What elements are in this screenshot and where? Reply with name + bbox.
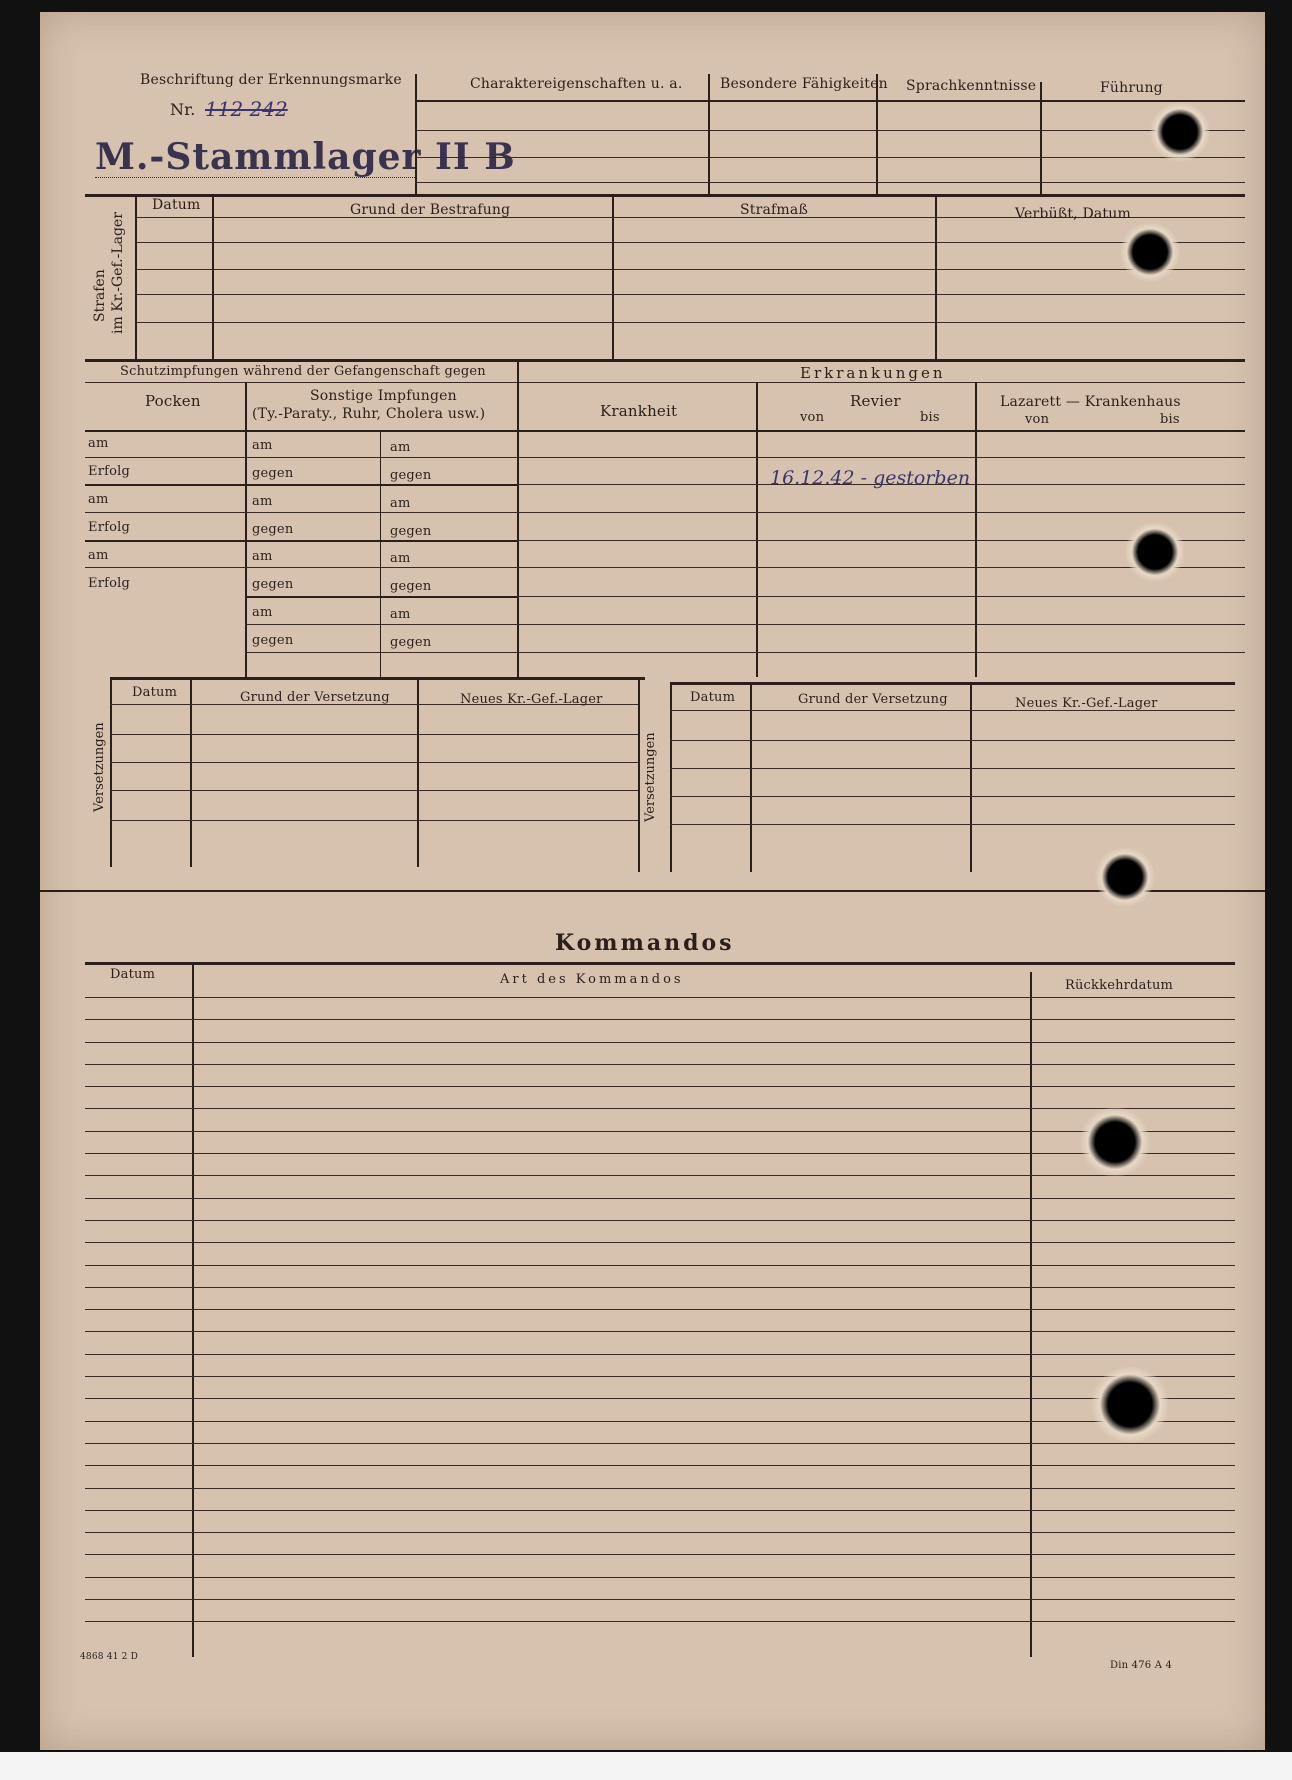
header-divider (415, 74, 417, 194)
impf-row-line (85, 567, 1245, 568)
vers-divider (417, 677, 419, 867)
vers-col-datum-2: Datum (690, 690, 736, 705)
impf-group-rule (245, 596, 517, 598)
erk-handwritten-entry: 16.12.42 - gestorben (770, 467, 971, 489)
kommandos-row-line (85, 1198, 1235, 1199)
header-line (415, 130, 1245, 131)
erk-revier-bis: bis (920, 410, 940, 425)
impf-divider (245, 382, 247, 677)
kommandos-row-line (85, 1488, 1235, 1489)
impf-gegen: gegen (390, 524, 432, 539)
strafen-col-datum: Datum (152, 197, 201, 213)
strafen-divider (935, 194, 937, 359)
vers-top-rule-2 (670, 682, 1235, 685)
impf-gegen: gegen (390, 468, 432, 483)
impf-col-sonstige: Sonstige Impfungen (310, 388, 457, 404)
header-line (415, 157, 1245, 158)
header-divider (1040, 82, 1042, 194)
erk-lazarett-von: von (1025, 412, 1050, 427)
kommandos-row-line (85, 1510, 1235, 1511)
vers-col-grund: Grund der Versetzung (240, 690, 390, 705)
kommandos-row-line (85, 1554, 1235, 1555)
erk-col-revier: Revier (850, 392, 901, 410)
header-line (415, 182, 1245, 183)
impf-divider (380, 430, 381, 677)
fold-line (40, 890, 1265, 892)
kommandos-col-datum: Datum (110, 967, 156, 982)
header-divider (876, 74, 878, 194)
vers-side-label-2: Versetzungen (643, 732, 658, 822)
impf-gegen: gegen (252, 522, 294, 537)
erk-col-krankheit: Krankheit (600, 402, 678, 420)
strafen-line (135, 242, 1245, 243)
strafen-side-label: Strafen (92, 269, 108, 322)
kommandos-row-line (85, 1465, 1235, 1466)
kommandos-row-line (85, 1019, 1235, 1020)
impf-group-rule (85, 540, 517, 542)
form-sheet (40, 12, 1265, 1750)
impf-am: am (88, 492, 109, 507)
impf-col-pocken: Pocken (145, 392, 201, 410)
punch-hole (1095, 847, 1155, 907)
kommandos-row-line (85, 1532, 1235, 1533)
strafen-line (135, 294, 1245, 295)
punch-hole (1080, 1107, 1150, 1177)
impf-header-rule (85, 430, 1245, 432)
col-faehigkeiten: Besondere Fähigkeiten (720, 76, 888, 92)
impf-row-line (85, 457, 1245, 458)
vers-divider (190, 677, 192, 867)
erkennungsmarke-label: Beschriftung der Erkennungsmarke (140, 72, 402, 88)
footer-din: Din 476 A 4 (1110, 1660, 1173, 1671)
impf-gegen: gegen (252, 577, 294, 592)
kommandos-row-line (85, 1354, 1235, 1355)
strafen-col-grund: Grund der Bestrafung (350, 202, 511, 218)
kommandos-row-line (85, 1376, 1235, 1377)
impf-divider (975, 382, 977, 677)
impf-am: am (88, 436, 109, 451)
kommandos-row-line (85, 1064, 1235, 1065)
vers-col-grund-2: Grund der Versetzung (798, 692, 948, 707)
kommandos-row-line (85, 1265, 1235, 1266)
impf-line (85, 382, 1245, 383)
strafen-divider (212, 194, 214, 359)
kommandos-row-line (85, 1220, 1235, 1221)
footer-printcode: 4868 41 2 D (80, 1652, 139, 1662)
strafen-col-strafmass: Strafmaß (740, 202, 809, 218)
vers-line (110, 734, 638, 735)
vers-line (670, 824, 1235, 825)
impf-am: am (252, 438, 273, 453)
col-sprach: Sprachkenntnisse (906, 78, 1037, 94)
punch-hole (1150, 102, 1210, 162)
impf-gegen: gegen (252, 466, 294, 481)
vers-line (670, 740, 1235, 741)
impf-am: am (252, 605, 273, 620)
erk-revier-von: von (800, 410, 825, 425)
kommandos-row-line (85, 1398, 1235, 1399)
kommandos-row-line (85, 1443, 1235, 1444)
kommandos-row-line (85, 1309, 1235, 1310)
strafen-top-rule (85, 194, 1245, 197)
erkrankungen-title: Erkrankungen (800, 364, 946, 382)
impf-am: am (88, 548, 109, 563)
impf-erfolg: Erfolg (88, 576, 131, 591)
impf-am: am (252, 494, 273, 509)
impf-am: am (390, 551, 411, 566)
impf-am: am (390, 440, 411, 455)
scan-border (0, 1752, 1292, 1780)
col-fuehrung: Führung (1100, 80, 1163, 96)
impf-col-sonstige-2: (Ty.-Paraty., Ruhr, Cholera usw.) (252, 406, 486, 422)
kommandos-top-rule (85, 962, 1235, 965)
impf-row-line (245, 624, 1245, 625)
impfungen-top-rule (85, 359, 1245, 362)
nr-value: 112 242 (205, 97, 288, 121)
kommandos-row-line (85, 1287, 1235, 1288)
impf-divider (756, 382, 758, 677)
punch-hole (1125, 522, 1185, 582)
header-divider (708, 74, 710, 194)
kommandos-col-art: Art des Kommandos (500, 972, 684, 987)
impf-group-rule (85, 484, 517, 486)
kommandos-col-rueckkehr: Rückkehrdatum (1065, 978, 1174, 993)
impf-divider (517, 359, 519, 677)
kommandos-row-line (85, 1042, 1235, 1043)
impf-am: am (390, 496, 411, 511)
kommandos-row-line (85, 1599, 1235, 1600)
impf-row-line (85, 512, 1245, 513)
vers-divider (638, 677, 640, 872)
camp-stamp: M.-Stammlager II B (95, 136, 516, 178)
vers-col-datum: Datum (132, 685, 178, 700)
nr-label: Nr. (170, 100, 196, 119)
strafen-col-verbuesst: Verbüßt, Datum (1015, 206, 1131, 222)
erk-lazarett-bis: bis (1160, 412, 1180, 427)
vers-col-neues-2: Neues Kr.-Gef.-Lager (1015, 696, 1158, 711)
punch-hole (1120, 222, 1180, 282)
vers-line (670, 768, 1235, 769)
impf-gegen: gegen (252, 633, 294, 648)
col-charakter: Charaktereigenschaften u. a. (470, 76, 683, 92)
impf-am: am (390, 607, 411, 622)
kommandos-row-line (85, 1131, 1235, 1132)
strafen-divider (612, 194, 614, 359)
vers-line (110, 762, 638, 763)
kommandos-row-line (85, 1421, 1235, 1422)
vers-line (110, 820, 638, 821)
impf-gegen: gegen (390, 579, 432, 594)
vers-line (110, 790, 638, 791)
kommandos-row-line (85, 1108, 1235, 1109)
kommandos-row-line (85, 1086, 1235, 1087)
vers-divider (110, 677, 112, 867)
vers-col-neues: Neues Kr.-Gef.-Lager (460, 692, 603, 707)
kommandos-row-line (85, 1621, 1235, 1622)
kommandos-row-line (85, 1153, 1235, 1154)
impf-erfolg: Erfolg (88, 520, 131, 535)
vers-line (670, 796, 1235, 797)
strafen-line (135, 322, 1245, 323)
impf-erfolg: Erfolg (88, 464, 131, 479)
kommandos-row-line (85, 1331, 1235, 1332)
impfungen-title: Schutzimpfungen während der Gefangenschaft gegen (120, 364, 486, 379)
impf-am: am (252, 549, 273, 564)
kommandos-row-line (85, 1242, 1235, 1243)
strafen-side-label-2: im Kr.-Gef.-Lager (110, 212, 126, 334)
vers-side-label: Versetzungen (92, 722, 107, 812)
kommandos-row-line (85, 1577, 1235, 1578)
stamp-line (95, 177, 415, 178)
impf-gegen: gegen (390, 635, 432, 650)
punch-hole (1090, 1367, 1170, 1442)
kommandos-row-line (85, 997, 1235, 998)
strafen-divider (135, 194, 137, 359)
strafen-line (135, 269, 1245, 270)
kommandos-title: Kommandos (555, 930, 735, 956)
kommandos-row-line (85, 1175, 1235, 1176)
impf-row-line (245, 652, 1245, 653)
erk-col-lazarett: Lazarett — Krankenhaus (1000, 394, 1181, 410)
impf-row-line (517, 596, 1245, 597)
header-rule (415, 100, 1245, 102)
